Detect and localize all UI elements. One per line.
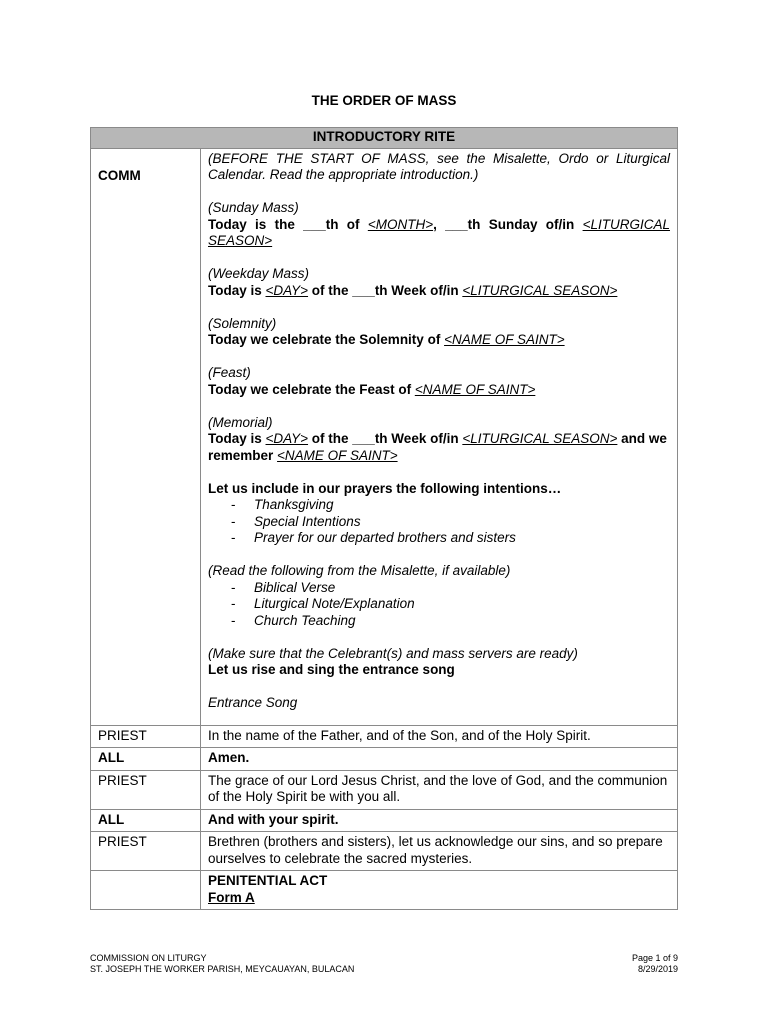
feast-label: (Feast) [208, 365, 251, 380]
comm-row [91, 148, 678, 725]
section-header-row [91, 128, 678, 149]
weekday-line: Today is <DAY> of the ___th Week of/in <LITURGICAL SEASON> [208, 282, 618, 298]
role-cell [91, 148, 201, 725]
penitential-form: Form A [208, 889, 255, 905]
comm-intro: (BEFORE THE START OF MASS, see the Misalette, Ordo or Liturgical Calendar. Read the appropriate introduction.) [208, 150, 670, 182]
table-row [91, 725, 678, 748]
intentions-heading: Let us include in our prayers the following intentions… [208, 480, 562, 496]
footer-page-number: Page 1 of 9 [631, 953, 678, 963]
order-of-mass-table [90, 127, 678, 910]
role-label-comm: COMM [98, 167, 141, 183]
table-row [91, 770, 678, 809]
table-row [91, 871, 678, 910]
placeholder-saint: <NAME OF SAINT> [414, 381, 536, 397]
table-row [91, 748, 678, 771]
placeholder-season: <LITURGICAL SEASON> [462, 282, 618, 298]
entrance-instruction: Let us rise and sing the entrance song [208, 662, 455, 677]
sunday-label: (Sunday Mass) [208, 200, 299, 215]
footer-date: 8/29/2019 [637, 964, 678, 974]
feast-line: Today we celebrate the Feast of <NAME OF SAINT> [208, 381, 536, 397]
role-cell: PRIEST [91, 770, 201, 809]
role-cell: ALL [91, 748, 201, 771]
footer-parish: ST. JOSEPH THE WORKER PARISH, MEYCAUAYAN, BULACAN [90, 964, 355, 974]
entrance-song: Entrance Song [208, 695, 298, 710]
footer-commission: COMMISSION ON LITURGY [90, 953, 207, 963]
placeholder-day: <DAY> [265, 431, 309, 446]
role-cell: ALL [91, 809, 201, 832]
role-cell: PRIEST [91, 725, 201, 748]
sunday-line: Today is the ___th of <MONTH>, ___th Sunday of/in <LITURGICAL SEASON> [208, 216, 670, 248]
placeholder-day: <DAY> [265, 282, 309, 298]
list-item: - Biblical Verse [231, 579, 336, 595]
list-item: - Thanksgiving [231, 497, 334, 512]
document-title: THE ORDER OF MASS [311, 93, 457, 108]
memorial-label: (Memorial) [208, 414, 273, 430]
list-item: - Church Teaching [231, 612, 356, 628]
placeholder-saint: <NAME OF SAINT> [444, 332, 565, 347]
list-item: - Liturgical Note/Explanation [231, 596, 415, 611]
weekday-label: (Weekday Mass) [208, 266, 310, 281]
placeholder-month: <MONTH> [367, 216, 434, 232]
table-row [91, 832, 678, 871]
solemnity-line: Today we celebrate the Solemnity of <NAME OF SAINT> [208, 332, 565, 347]
text-cell: The grace of our Lord Jesus Christ, and the love of God, and the communion of the Holy Spirit be with you all. [201, 770, 678, 809]
ready-label: (Make sure that the Celebrant(s) and mass servers are ready) [208, 645, 578, 661]
section-heading: INTRODUCTORY RITE [91, 128, 678, 149]
placeholder-season: <LITURGICAL SEASON> [208, 216, 670, 248]
text-cell: And with your spirit. [201, 809, 678, 832]
solemnity-label: (Solemnity) [208, 315, 277, 331]
list-item: - Prayer for our departed brothers and sisters [231, 530, 516, 545]
list-item: - Special Intentions [231, 513, 361, 529]
table-row [91, 809, 678, 832]
text-cell: Brethren (brothers and sisters), let us acknowledge our sins, and so prepare ourselves to celebrate the sacred mysteries. [201, 832, 678, 871]
memorial-line: Today is <DAY> of the ___th Week of/in <LITURGICAL SEASON> and we remember <NAME OF SAINT> [208, 431, 667, 463]
penitential-heading: PENITENTIAL ACT [208, 873, 328, 888]
placeholder-season: <LITURGICAL SEASON> [462, 431, 618, 446]
role-cell: PRIEST [91, 832, 201, 871]
role-cell [91, 871, 201, 910]
misalette-label: (Read the following from the Misalette, if available) [208, 563, 511, 578]
text-cell: Amen. [201, 748, 678, 771]
placeholder-saint: <NAME OF SAINT> [277, 447, 398, 463]
comm-text-cell [201, 148, 678, 725]
text-cell [201, 871, 678, 910]
text-cell: In the name of the Father, and of the Son, and of the Holy Spirit. [201, 725, 678, 748]
